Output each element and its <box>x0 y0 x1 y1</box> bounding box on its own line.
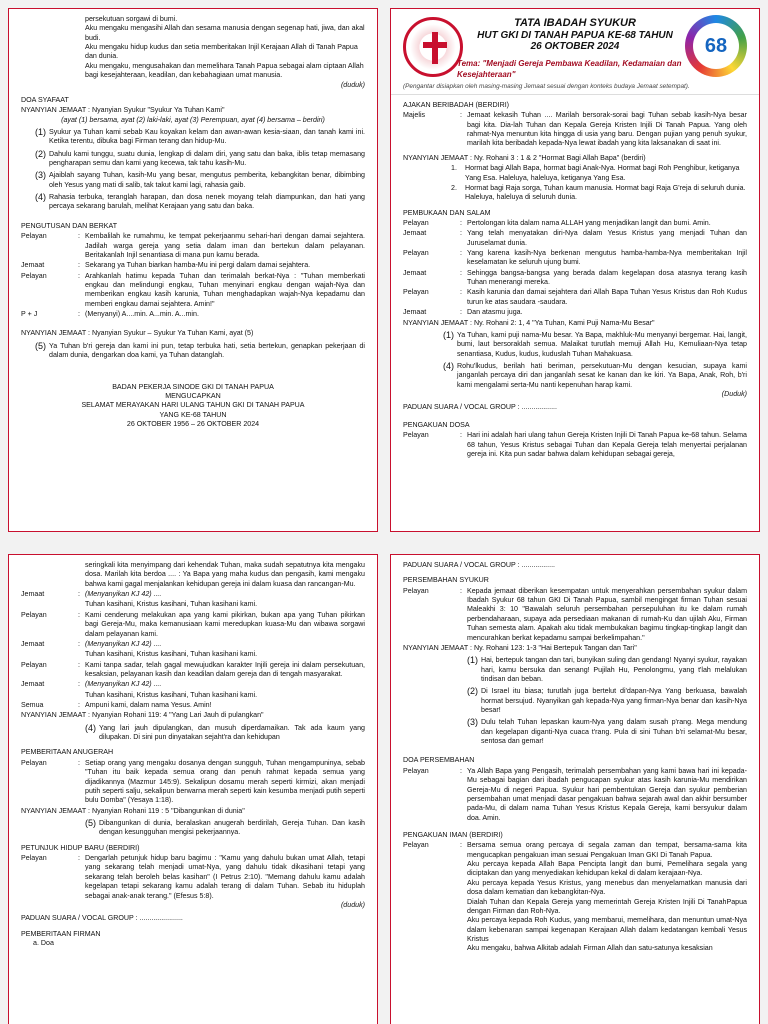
liturgy-text: Bersama semua orang percaya di segala zaman dan tempat, bersama-sama kita mengucapkan pengakuan iman sesuai Pengakuan Iman GKI Di Tanah Papua. <box>467 841 747 859</box>
liturgy-text: (Menyanyi) A....min. A...min. A...min. <box>85 310 199 319</box>
speaker: Jemaat <box>403 308 427 317</box>
list-item: a. Doa <box>33 938 54 947</box>
choir-slot: PADUAN SUARA / VOCAL GROUP : .................. <box>403 403 557 412</box>
colon: : <box>78 639 80 648</box>
verse-text: Syukur ya Tuhan kami sebab Kau koyakan kelam dan awan-awan kesia-siaan, dan tanah kami ini. Ketika terentu, dibuka bagi Firman terang dan hidup-Mu. <box>49 127 365 146</box>
colon: : <box>460 268 462 277</box>
liturgy-text: (Menyanyikan KJ 42) .... <box>85 590 162 599</box>
colon: : <box>78 680 80 689</box>
liturgy-row <box>21 600 365 609</box>
colon: : <box>460 111 462 120</box>
verse-number: 2. <box>451 183 457 192</box>
liturgy-text: Kami tanpa sadar, telah gagal mewujudkan karakter Injili gereja ini dalam persekutuan, kesaksian, pelayanan kasih dan keadilan dalam gereja dan di tengah masyarakat. <box>85 660 365 678</box>
section-title: DOA SYAFAAT <box>21 95 69 104</box>
page-3 <box>8 554 378 1024</box>
verse-number: (2) <box>467 686 478 697</box>
liturgy-text: Yang telah menyatakan diri-Nya dalam Yesus Kristus yang menjadi Tuhan dan Juruselamat dunia. <box>467 229 747 247</box>
speaker: Jemaat <box>21 680 45 689</box>
verse-text: Ya Tuhan b'ri gereja dan kami ini pun, tetap terbuka hati, setia bertekun, genapkan pekerjaan di dalam dunia, dengarkan doa kami, ya Tuhan datanglah. <box>49 341 365 360</box>
liturgy-row <box>21 691 365 700</box>
liturgy-text: Arahkanlah hatimu kepada Tuhan dan terimalah berkat-Nya : "Tuhan memberkati engkau dan melindungi engkau, Tuhan menyinari engkau dengan wajah-Nya dan memberikan engkau kasih karunia, Tuhan menghadapkan wajah-Nya kepadamu dan memberi engkau damai sejahtera. Amin!" <box>85 271 365 308</box>
header-title <box>471 17 679 53</box>
colon: : <box>78 610 80 619</box>
hymn-title: NYANYIAN JEMAAT : Ny. Rohani 3 : 1 & 2 "Hormat Bagi Allah Bapa" (berdiri) <box>403 153 646 162</box>
liturgy-row <box>21 611 365 639</box>
section-title: PEMBERITAAN ANUGERAH <box>21 748 114 757</box>
closing-greeting <box>21 383 365 430</box>
speaker: Semua <box>21 701 44 710</box>
verse-number: (4) <box>85 722 96 733</box>
colon: : <box>460 229 462 238</box>
colon: : <box>460 431 462 440</box>
colon: : <box>460 586 462 595</box>
text-line: Aku mengaku mengasihi Allah dan sesama manusia dengan segenap hati, jiwa, dan akal budi. <box>85 24 365 42</box>
cover-header <box>391 9 759 95</box>
colon: : <box>460 308 462 317</box>
page-1 <box>8 8 378 532</box>
verse-text: Dulu telah Tuhan lepaskan kaum-Nya yang dalam susah p'rang. Mega mendung dan kegelapan diganti-Nya cuaca t'rang. Pula di sini Tuhan b'ri selamat-Mu besar, sentosa dan gemar! <box>481 718 747 746</box>
verse-text: Ya Tuhan, kami puji nama-Mu besar. Ya Bapa, makhluk-Mu menyanyi bergemar. Hai, langit, bumi, laut bersoraklah semua. Malaikat turutlah memuji Allah Hu, Kemuliaan-Nya tetap senantiasa, Kudus, kudus, kuduslah Tuhan Mahakuasa. <box>457 330 747 358</box>
hymn-verse <box>21 128 365 147</box>
liturgy-text: Setiap orang yang mengaku dosanya dengan sungguh, Tuhan mengampuninya, sebab "Tuhan itu baik kepada semua orang dan penuh rahmat kepada semua yang dijadikannya (Mazmur 145:9). Sekalipun dosamu merah seperti kirmizi, akan menjadi putih seperti salju, sekalipun berwarna merah seperti kain kesumba menjadi putih seperti bulu Domba" (Yesaya 1:18). <box>85 758 365 805</box>
theme-line: Tema: "Menjadi Gereja Pembawa Keadilan, Kedamaian dan Kesejahteraan" <box>457 59 682 79</box>
page-4 <box>390 554 760 1024</box>
liturgy-text: Tuhan kasihani, Kristus kasihani, Tuhan kasihani kami. <box>85 690 258 699</box>
verse-number: (3) <box>467 717 478 728</box>
liturgy-text: (Menyanyikan KJ 42) .... <box>85 639 162 648</box>
creed-line: Aku percaya kepada Allah Bapa Pencipta langit dan bumi, Pemelihara segala yang diciptakan dan yang menyediakan kehidupan kekal di dalam kerajaan-Nya. <box>467 860 747 878</box>
section-title: DOA PERSEMBAHAN <box>403 756 475 765</box>
text-line: persekutuan sorgawi di bumi. <box>85 15 178 23</box>
section-title: PENGUTUSAN DAN BERKAT <box>21 221 118 230</box>
speaker: Jemaat <box>403 229 427 238</box>
liturgy-text: Tuhan kasihani, Kristus kasihani, Tuhan kasihani kami. <box>85 600 258 609</box>
liturgy-row <box>21 261 365 270</box>
creed-line: Aku mengaku, bahwa Alkitab adalah Firman Allah dan satu-satunya kesaksian <box>467 944 713 953</box>
speaker: Jemaat <box>21 639 45 648</box>
liturgy-text: Sekarang ya Tuhan biarkan hamba-Mu ini pergi dalam damai sejahtera. <box>85 261 311 270</box>
verse-text: Dahulu kami tunggu, suatu dunia, lengkap di dalam diri, yang satu dan baka, iblis tetap memasang pengharapan semu dan kami yang kecewa, tak tahu kasih-Mu. <box>49 149 365 168</box>
hymn-verse <box>21 171 365 190</box>
hymn-verse <box>403 656 747 684</box>
confession-continuation: seringkali kita menyimpang dari kehendak Tuhan, maka sudah sepatutnya kita mengaku dosa. Marilah kita berdoa .... : Ya Bapa yang maha kudus dan pengasih, kami mengaku bahwa kami gagal menjalankan kehidupan gereja ini dalam kuasa dan rancangan-Mu. <box>85 561 365 588</box>
section-title: PETUNJUK HIDUP BARU (BERDIRI) <box>21 843 140 852</box>
liturgy-row <box>403 269 747 288</box>
intro-note: (Pengantar disiapkan oleh masing-masing Jemaat sesuai dengan konteks budaya Jemaat setempat). <box>403 83 690 90</box>
liturgy-row <box>403 111 747 148</box>
creed-line: Aku percaya kepada Yesus Kristus, yang menebus dan menyelamatkan manusia dari dosa dalam kematian dan kebangkitan-Nya. <box>467 878 747 897</box>
speaker: Pelayan <box>21 232 47 241</box>
verse-number: (1) <box>443 329 454 340</box>
verse-number: 1. <box>451 164 457 173</box>
hymn-subtitle: (ayat (1) bersama, ayat (2) laki-laki, ayat (3) Perempuan, ayat (4) bersama – berdiri) <box>61 115 325 124</box>
liturgy-row <box>403 249 747 268</box>
verse-number: (5) <box>35 340 46 351</box>
liturgy-text: Tuhan kasihani, Kristus kasihani, Tuhan kasihani kami. <box>85 650 258 659</box>
speaker: Pelayan <box>21 854 47 863</box>
colon: : <box>78 854 80 863</box>
hymn-verse <box>403 184 747 203</box>
colon: : <box>460 249 462 258</box>
hymn-verse <box>403 362 747 390</box>
liturgy-text: Jemaat kekasih Tuhan .... Marilah bersorak-sorai bagi Tuhan sebab kasih-Nya besar bagi kita. Dia-lah Tuhan dan Kepala Gereja Kristen Injili Di Tanah Papua. Yang oleh rahmat-Nya menuntun kita hingga di usia yang baru. Dengan pujian yang penuh syukur, marilah kita beribadah kepada-Nya lewat ibadah yang kita laksanakan di saat ini. <box>467 111 747 148</box>
closing-line: MENGUCAPKAN <box>165 391 221 400</box>
section-title: PEMBERITAAN FIRMAN <box>21 929 101 938</box>
hymn-verse <box>21 819 365 838</box>
verse-text: Hai, bertepuk tangan dan tari, bunyikan suling dan gendang! Nyanyi syukur, rayakan hari, kamu bersuka dan senang! Pujilah Hu, Penolongmu, yang t'lah melalukan tindisan dan beban. <box>481 656 747 683</box>
verse-text: Dibangunkan di dunia, beralaskan anugerah berdirilah, Gereja Tuhan. Dan kasih dengan kesungguhan mengisi pekerjaannya. <box>99 818 365 837</box>
speaker: Pelayan <box>403 218 429 227</box>
liturgy-text: Ya Allah Bapa yang Pengasih, terimalah persembahan yang kami bawa hari ini kepada-Mu sebagai bagian dari ibadah pengucapan syukur atas kasih karunia-Mu mendirikan Gereja-Mu di negeri Papua. Syukur hari pembentukan Gereja dan syukur pemberian persembahan umat menjadi dasar pengakuan bahwa sejarah awal dan akhir bersumber pada-Mu, di dalam nama Tuhan Yesus Kristus Kepala Gereja, kami bersyukur dalam doa. Amin. <box>467 766 747 822</box>
hymn-verse <box>21 193 365 212</box>
verse-number: (3) <box>35 170 46 181</box>
speaker: Pelayan <box>403 841 429 850</box>
liturgy-row <box>21 854 365 901</box>
hymn-verse <box>21 342 365 361</box>
verse-text: Hormat bagi Raja sorga, Tuhan kaum manusia. Hormat bagi Raja G'reja di seluruh dunia. Haleluya, haleluya di seluruh dunia. <box>465 183 746 202</box>
liturgy-text: (Menyanyikan KJ 42) .... <box>85 680 162 689</box>
colon: : <box>460 766 462 775</box>
hymn-verse <box>403 331 747 359</box>
colon: : <box>78 660 80 669</box>
liturgy-row <box>21 310 365 319</box>
title-line: TATA IBADAH SYUKUR <box>514 17 636 29</box>
liturgy-row <box>403 288 747 307</box>
closing-line: BADAN PEKERJA SINODE GKI DI TANAH PAPUA <box>112 382 274 391</box>
colon <box>73 600 85 609</box>
creed-line: Aku percaya kepada Roh Kudus, yang membarui, memelihara, dan menuntun umat-Nya dalam kebenaran sampai kegenapan Kerajaan Allah dalam kedatangan kembali Yesus Kristus <box>467 916 747 943</box>
colon: : <box>78 758 80 767</box>
hymn-title: NYANYIAN JEMAAT : Nyanyian Syukur – Syukur Ya Tuhan Kami, ayat (5) <box>21 329 254 338</box>
speaker: Pelayan <box>403 586 429 595</box>
liturgy-row <box>403 229 747 248</box>
liturgy-row <box>21 661 365 680</box>
verse-number: (4) <box>35 192 46 203</box>
title-line: HUT GKI DI TANAH PAPUA KE-68 TAHUN <box>477 29 673 41</box>
speaker: Pelayan <box>21 758 47 767</box>
liturgy-text: Hari ini adalah hari ulang tahun Gereja Kristen Injili Di Tanah Papua ke-68 tahun. Selama 68 tahun, Yesus Kristus sebagai Tuhan dan Kepala Gereja telah menyertai perjalanan gereja ini. Kita pun sadar bahwa dalam kehidupan sebagai gereja, <box>467 431 747 458</box>
liturgy-text: Pertolongan kita dalam nama ALLAH yang menjadikan langit dan bumi. Amin. <box>467 218 711 227</box>
liturgy-row <box>21 650 365 659</box>
hymn-title: NYANYIAN JEMAAT : Nyanyian Rohani 119: 4 "Yang Lari Jauh di pulangkan" <box>21 711 264 720</box>
section-title: PENGAKUAN IMAN (BERDIRI) <box>403 830 503 839</box>
gki-seal-icon <box>403 17 463 77</box>
colon: : <box>460 218 462 227</box>
creed-line: Dialah Tuhan dan Kepala Gereja yang memerintah Gereja Kristen Injili Di TanahPapua dengan Firman dan Roh-Nya. <box>467 897 747 915</box>
section-title: AJAKAN BERIBADAH (BERDIRI) <box>403 101 510 109</box>
speaker: Pelayan <box>403 249 429 258</box>
text-line: Aku mengaku, mengusahakan dan memelihara Tanah Papua sebagai alam ciptaan Allah bagi kesejahteraan, keadilan, dan kebahagiaan umat manusia. <box>85 61 364 80</box>
colon: : <box>460 841 462 850</box>
liturgy-text: Sehingga bangsa-bangsa yang berada dalam kegelapan dosa atasnya terang kasih Tuhan menerangi mereka. <box>467 268 747 287</box>
liturgy-row <box>21 590 365 599</box>
verse-text: Di Israel itu biasa; turutlah juga bertelut di'dapan-Nya Yang berkuasa, bawalah hormat bersujud. Nyanyikan gah kepada-Nya yang firman-Nya benar dan kasih-Nya besar! <box>481 687 747 715</box>
hymn-verse <box>403 718 747 746</box>
hymn-verse <box>21 150 365 169</box>
speaker: Jemaat <box>21 261 45 270</box>
speaker: Jemaat <box>403 268 427 277</box>
verse-number: (1) <box>467 655 478 666</box>
hymn-verse <box>21 724 365 743</box>
hymn-verse <box>403 687 747 715</box>
liturgy-row <box>403 308 747 317</box>
verse-text: Rahasia terbuka, teranglah harapan, dan dosa nenek moyang telah diampunkan, dan hati yang percaya sekarang barulah, melihat Kerajaan yang satu dan baka. <box>49 193 365 211</box>
anniversary-number: 68 <box>693 23 739 69</box>
section-title: PENGAKUAN DOSA <box>403 420 470 429</box>
speaker: Jemaat <box>21 590 45 599</box>
creed-block <box>403 860 747 954</box>
speaker: Pelayan <box>21 271 47 280</box>
verse-number: (5) <box>85 817 96 828</box>
colon: : <box>460 288 462 297</box>
stage-direction: (Duduk) <box>721 390 747 399</box>
colon: : <box>78 261 80 270</box>
verse-number: (2) <box>35 148 46 159</box>
verse-text: Yang lari jauh dipulangkan, dan musuh diperdamaikan. Tak ada kaum yang dilupakan. Di sini pun dinyatakan sejaht'ra dan kehidupan <box>99 723 365 742</box>
verse-text: Rohu'lkudus, berilah hati beriman, persekutuan-Mu dengan kesucian, supaya kami janganlah percaya diri dan janganlah sesat ke kanan dan ke kiri. Ya Bapa, Anak, Roh, b'ri kami mengalami serta-Mu nanti kepenuhan harap kami. <box>457 361 747 389</box>
liturgy-row <box>403 767 747 823</box>
section-title: PERSEMBAHAN SYUKUR <box>403 576 489 585</box>
closing-line: SELAMAT MERAYAKAN HARI ULANG TAHUN GKI DI TANAH PAPUA <box>81 401 305 410</box>
verse-number: (1) <box>35 126 46 137</box>
liturgy-row <box>403 841 747 860</box>
closing-line: YANG KE-68 TAHUN <box>159 410 227 419</box>
liturgy-text: Dengarlah petunjuk hidup baru bagimu : "Kamu yang dahulu bukan umat Allah, tetapi yang sekarang telah menjadi umat-Nya, yang dahulu tidak dikasihani tetapi yang sekarang telah beroleh belas kasihan" (I Petrus 2:10). "Memang dahulu kamu adalah kegelapan tetapi sekarang kamu adalah terang di dalam Tuhan. Sebab itu hiduplah sebagai anak-anak terang." (Efesus 5:8). <box>85 854 365 900</box>
stage-direction: (duduk) <box>340 80 365 89</box>
verse-text: Hormat bagi Allah Bapa, hormat bagi Anak-Nya. Hormat bagi Roh Penghibur, ketiganya Yang Esa. Haleluya, haleluya, ketiganya Yang Esa. <box>465 164 740 182</box>
speaker: P + J <box>21 310 38 319</box>
liturgy-row <box>403 219 747 228</box>
liturgy-row <box>21 232 365 260</box>
colon: : <box>78 310 80 319</box>
colon <box>73 691 85 700</box>
hymn-title: NYANYIAN JEMAAT : Ny. Rohani 123: 1-3 "Hai Bertepuk Tangan dan Tari" <box>403 643 637 652</box>
hymn-title: NYANYIAN JEMAAT : Ny. Rohani 2: 1, 4 "Ya Tuhan, Kami Puji Nama-Mu Besar" <box>403 318 655 327</box>
liturgy-text: Kepada jemaat diberikan kesempatan untuk menyerahkan persembahan syukur dalam Ibadah Syukur 68 tahun GKI Di Tanah Papua, sambil mengingat firman Tuhan sesuai Maleakhi 3: 10 "Bawalah seluruh persembahan persepuluhan itu ke dalam rumah perbendaharaan, supaya ada persediaan makanan di rumah-Ku dan ujilah Aku, Firman Tuhan semesta alam. Apakah aku tidak membukakan bagimu tingkap-tingkap langit dan mencurahkan berkat kepadamu sampai berkelimpahan." <box>467 586 747 642</box>
speaker <box>21 691 73 700</box>
confession-continuation <box>21 15 365 81</box>
liturgy-text: Dan atasmu juga. <box>467 308 523 317</box>
liturgy-row <box>21 640 365 649</box>
liturgy-text: Kami cenderung melakukan apa yang kami pikirkan, bukan apa yang Tuhan pikirkan bagi Gereja-Mu, maka kemanusiaan kami meredupkan kuasa-Mu dan wibawa sorgawi dalam pelayanan kami. <box>85 610 365 638</box>
choir-slot: PADUAN SUARA / VOCAL GROUP : ...................... <box>21 914 183 923</box>
hymn-title: NYANYIAN JEMAAT : Nyanyian Rohani 119 : 5 "Dibangunkan di dunia" <box>21 806 245 815</box>
liturgy-text: Kembalilah ke rumahmu, ke tempat pekerjaanmu sehari-hari dengan damai sejahtera. Jadilah warga gereja yang setia dalam iman dan bertekun dalam pelayanan. Beritakanlah Injil senantiasa di mana pun kamu berada. <box>85 232 365 259</box>
colon <box>73 650 85 659</box>
liturgy-text: Yang karena kasih-Nya berkenan mengutus hamba-hamba-Nya memberitakan Injil keselamatan ke seluruh ujung bumi. <box>467 249 747 267</box>
text-line: Aku mengaku hidup kudus dan setia memberitakan Injil Kerajaan Allah di Tanah Papua dan dunia. <box>85 43 358 61</box>
speaker: Majelis <box>403 111 426 120</box>
liturgy-row <box>21 272 365 309</box>
stage-direction: (duduk) <box>340 900 365 909</box>
closing-line: 26 OKTOBER 1956 – 26 OKTOBER 2024 <box>126 419 260 428</box>
speaker: Pelayan <box>403 431 429 440</box>
colon: : <box>78 590 80 599</box>
colon: : <box>78 701 80 710</box>
hymn-title: NYANYIAN JEMAAT : Nyanyian Syukur "Syukur Ya Tuhan Kami" <box>21 106 225 115</box>
speaker: Pelayan <box>403 766 429 775</box>
title-line: 26 OKTOBER 2024 <box>530 41 620 53</box>
speaker <box>21 600 73 609</box>
speaker <box>21 650 73 659</box>
page-2 <box>390 8 760 532</box>
liturgy-row <box>403 587 747 643</box>
liturgy-row <box>21 759 365 806</box>
verse-text: Ajaiblah sayang Tuhan, kasih-Mu yang besar, mengutus pemberita, kebangkitan benar, dibimbing oleh Yesus yang mati di salib, tak takut kami lagi, rahasia gaib. <box>49 171 365 189</box>
liturgy-row <box>21 680 365 689</box>
speaker: Pelayan <box>21 660 47 669</box>
liturgy-text: Kasih karunia dan damai sejahtera dari Allah Bapa Tuhan Yesus Kristus dan Roh Kudus turun ke atas saudara -saudara. <box>467 288 747 306</box>
colon: : <box>78 232 80 241</box>
verse-number: (4) <box>443 360 454 371</box>
speaker: Pelayan <box>403 288 429 297</box>
section-title: PEMBUKAAN DAN SALAM <box>403 208 491 217</box>
speaker: Pelayan <box>21 610 47 619</box>
liturgy-row <box>403 431 747 459</box>
colon: : <box>78 271 80 280</box>
liturgy-text: Ampuni kami, dalam nama Yesus. Amin! <box>85 701 212 710</box>
choir-slot: PADUAN SUARA / VOCAL GROUP : ................. <box>403 561 556 569</box>
liturgy-row <box>21 701 365 710</box>
hymn-verse <box>403 164 747 183</box>
